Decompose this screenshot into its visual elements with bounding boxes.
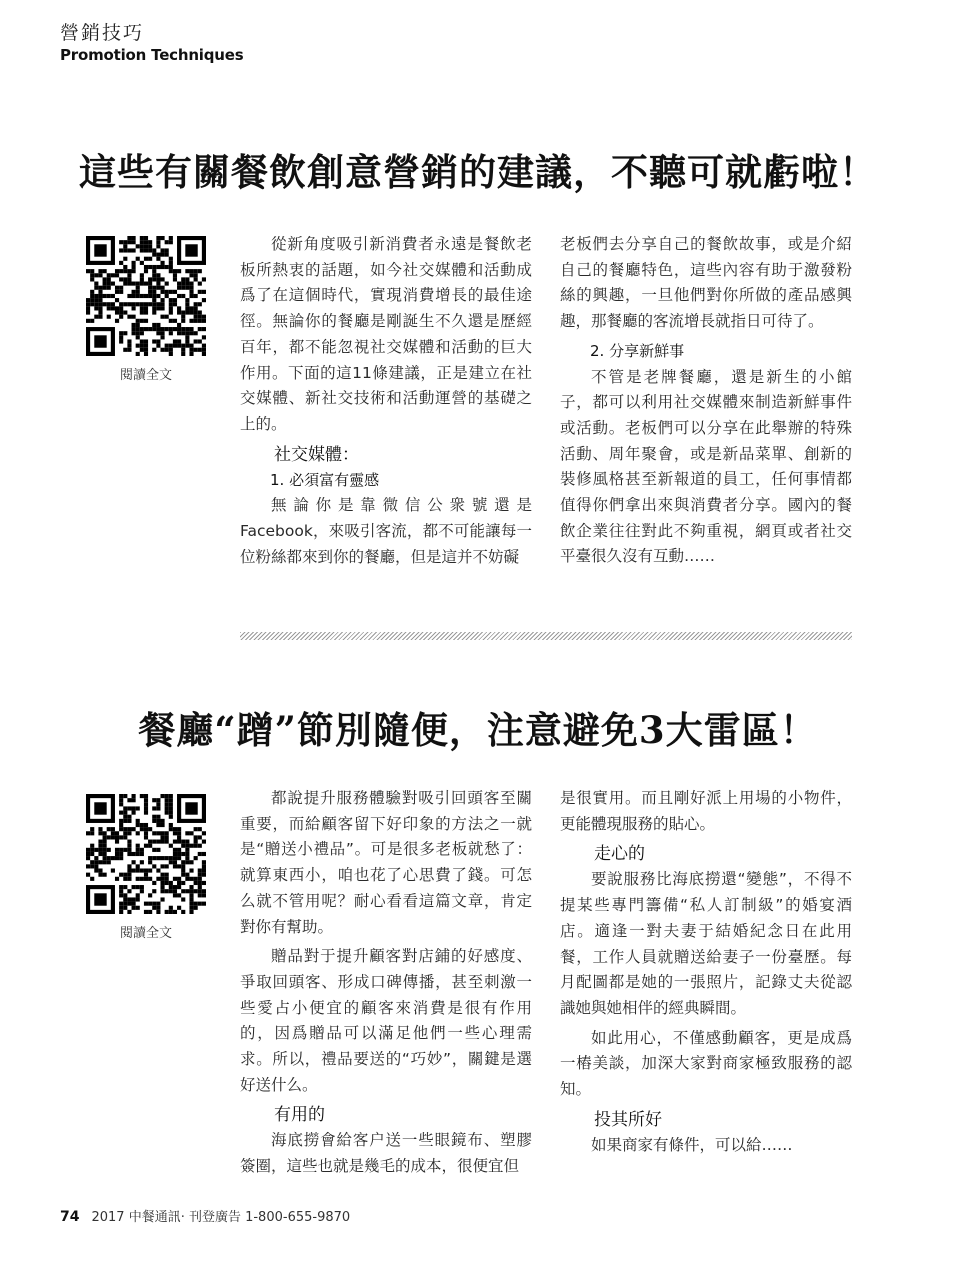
article1-col-left bbox=[240, 232, 532, 570]
paragraph: 從新角度吸引新消費者永遠是餐飲老板所熱衷的話題，如今社交媒體和活動成爲了在這個時代，實現消費增長的最佳途徑。無論你的餐廳是剛誕生不久還是歷經百年，都不能忽視社交媒體和活動的巨大作用。下面的這11條建議，正是建立在社交媒體、新社交技術和活動運營的基礎之上的。 bbox=[240, 235, 532, 433]
qr-code-2[interactable] bbox=[86, 794, 206, 914]
paragraph: 老板們去分享自己的餐飲故事，或是介紹自己的餐廳特色，這些內容有助于激發粉絲的興趣，一旦他們對你所做的產品感興趣，那餐廳的客流增長就指日可待了。 bbox=[560, 235, 852, 331]
paragraph: 如此用心，不僅感動顧客，更是成爲一樁美談，加深大家對商家極致服務的認知。 bbox=[560, 1028, 852, 1099]
paragraph: 都說提升服務體驗對吸引回頭客至關重要，而給顧客留下好印象的方法之一就是“贈送小禮品”。可是很多老板就愁了：就算東西小，咱也花了心思費了錢。可怎么就不管用呢？耐心看看這篇文章，肯定對你有幫助。 bbox=[240, 789, 532, 936]
qr-code-1[interactable] bbox=[86, 236, 206, 356]
article2-col-right bbox=[560, 786, 852, 1158]
qr-caption-1[interactable]: 閱讀全文 bbox=[119, 368, 172, 383]
paragraph: 贈品對于提升顧客對店鋪的好感度、爭取回頭客、形成口碑傳播，甚至刺激一些愛占小便宜的顧客來消費是很有作用的，因爲贈品可以滿足他們一些心理需求。所以，禮品要送的“巧妙”，關鍵是選好送什么。 bbox=[240, 947, 532, 1094]
paragraph: 是很實用。而且剛好派上用場的小物件，更能體現服務的貼心。 bbox=[560, 789, 852, 833]
article1-headline: 這些有關餐飲創意營銷的建議，不聽可就虧啦！ bbox=[79, 150, 877, 194]
numbered-heading: 2. 分享新鮮事 bbox=[590, 341, 685, 360]
section-title-zh: 營銷技巧 bbox=[60, 22, 145, 44]
numbered-heading: 1. 必須富有靈感 bbox=[270, 470, 380, 489]
paragraph: 要說服務比海底撈還“變態”，不得不提某些專門籌備“私人訂制級”的婚宴酒店。適逢一對夫妻于結婚紀念日在此用餐，工作人員就贈送給妻子一份臺歷。每月配圖都是她的一張照片，記錄丈夫從認識她與她相伴的經典瞬間。 bbox=[560, 870, 852, 1017]
paragraph: 海底撈會給客户送一些眼鏡布、塑膠簽圈，這些也就是幾毛的成本，很便宜但 bbox=[240, 1131, 532, 1176]
article2-headline: 餐廳“蹭”節別隨便，注意避免3大雷區！ bbox=[138, 708, 818, 752]
subheading: 投其所好 bbox=[594, 1109, 662, 1130]
paragraph: 如果商家有條件，可以給…… bbox=[591, 1135, 793, 1154]
footer-text: 2017 中餐通訊· 刊登廣告 1-800-655-9870 bbox=[91, 1210, 351, 1225]
section-title-en: Promotion Techniques bbox=[60, 46, 244, 64]
subheading: 社交媒體： bbox=[274, 444, 359, 465]
article2-col-left bbox=[240, 786, 532, 1180]
paragraph: 無論你是靠微信公衆號還是Facebook，來吸引客流，都不可能讓每一位粉絲都來到你的餐廳，但是這并不妨礙 bbox=[240, 496, 532, 566]
page-footer bbox=[60, 1206, 350, 1225]
subheading: 走心的 bbox=[594, 844, 645, 865]
section-divider bbox=[240, 632, 852, 640]
paragraph: 不管是老牌餐廳，還是新生的小館子，都可以利用社交媒體來制造新鮮事件或活動。老板們可以分享在此舉辦的特殊活動、周年聚會，或是新品菜單、創新的裝修風格甚至新報道的員工，任何事情都值得你們拿出來與消費者分享。國內的餐飲企業往往對此不夠重視，網頁或者社交平臺很久沒有互動…… bbox=[560, 367, 852, 566]
subheading: 有用的 bbox=[274, 1105, 325, 1126]
qr-caption-2[interactable]: 閱讀全文 bbox=[119, 926, 172, 941]
article1-col-right bbox=[560, 232, 852, 570]
page-number: 74 bbox=[60, 1209, 80, 1225]
